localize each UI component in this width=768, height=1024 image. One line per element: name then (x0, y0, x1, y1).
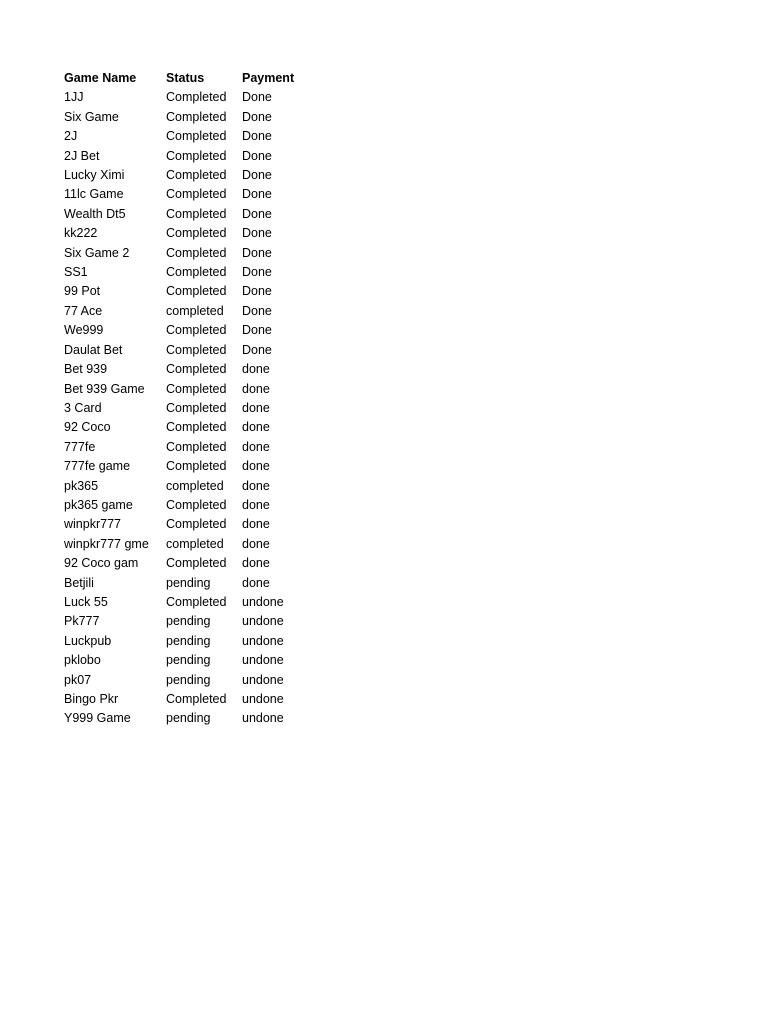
cell-game-name: Bingo Pkr (64, 692, 119, 706)
cell-game-name: Six Game 2 (64, 245, 130, 260)
cell-game-name: 92 Coco (64, 420, 111, 435)
table-row (64, 477, 322, 496)
cell-payment: Done (242, 226, 272, 241)
cell-game-name: Luck 55 (64, 594, 108, 609)
table-row (64, 185, 322, 204)
cell-status: Completed (166, 284, 227, 299)
cell-status: Completed (166, 439, 227, 454)
cell-payment: done (242, 556, 270, 571)
cell-status: pending (166, 633, 211, 648)
cell-payment: Done (242, 206, 272, 221)
table-row (64, 380, 322, 399)
cell-game-name: 3 Card (64, 400, 102, 415)
cell-game-name: pk365 (64, 478, 99, 493)
cell-game-name: 2J (64, 129, 78, 144)
table-row (64, 535, 322, 554)
cell-status: Completed (166, 497, 227, 512)
table-row (64, 341, 322, 360)
cell-payment: Done (242, 245, 272, 260)
table-row (64, 360, 322, 379)
cell-game-name: 11lc Game (64, 187, 124, 202)
cell-payment: Done (242, 187, 272, 202)
table-row (64, 302, 322, 321)
cell-game-name: Betjili (64, 575, 94, 590)
cell-status: Completed (166, 362, 227, 377)
table-row (64, 709, 322, 728)
cell-status: Completed (166, 226, 227, 241)
cell-payment: done (242, 497, 270, 512)
cell-status: Completed (166, 381, 227, 396)
table-row (64, 399, 322, 418)
cell-status: Completed (166, 517, 227, 532)
cell-status: Completed (166, 206, 227, 221)
cell-game-name: Bet 939 (64, 362, 108, 377)
cell-payment: done (242, 381, 270, 396)
cell-status: Completed (166, 245, 227, 260)
table-row (64, 671, 322, 690)
cell-payment: done (242, 362, 270, 377)
cell-payment: Done (242, 109, 272, 124)
cell-game-name: Bet 939 Game (64, 381, 145, 396)
cell-payment: undone (242, 653, 284, 668)
table-row (64, 593, 322, 612)
cell-payment: done (242, 400, 270, 415)
cell-game-name: 77 Ace (64, 303, 103, 318)
table-row (64, 88, 322, 107)
cell-payment: Done (242, 323, 272, 338)
cell-game-name: Six Game (64, 109, 119, 124)
game-status-table (64, 69, 322, 729)
cell-game-name: winpkr777 (64, 517, 121, 532)
cell-game-name: We999 (64, 323, 104, 338)
cell-game-name: 99 Pot (64, 284, 101, 299)
cell-payment: Done (242, 129, 272, 144)
table-row (64, 554, 322, 573)
cell-payment: Done (242, 168, 272, 183)
table-row (64, 147, 322, 166)
table-row (64, 418, 322, 437)
cell-status: pending (166, 711, 211, 726)
cell-game-name: SS1 (64, 265, 88, 280)
cell-game-name: pklobo (64, 653, 101, 668)
table-row (64, 108, 322, 127)
table-row (64, 496, 322, 515)
table-row (64, 612, 322, 631)
cell-payment: undone (242, 594, 284, 609)
cell-status: Completed (166, 168, 227, 183)
header-payment: Payment (242, 71, 295, 85)
cell-payment: done (242, 536, 270, 551)
cell-payment: Done (242, 303, 272, 318)
cell-payment: undone (242, 633, 284, 648)
cell-status: completed (166, 478, 224, 493)
table-row (64, 263, 322, 282)
cell-game-name: kk222 (64, 226, 98, 241)
cell-status: pending (166, 653, 211, 668)
table-row (64, 321, 322, 340)
cell-game-name: 1JJ (64, 90, 84, 105)
table-row (64, 438, 322, 457)
cell-payment: done (242, 478, 270, 493)
cell-status: Completed (166, 148, 227, 163)
cell-status: pending (166, 575, 211, 590)
cell-game-name: Pk777 (64, 614, 100, 629)
header-status: Status (166, 71, 205, 85)
cell-status: completed (166, 303, 224, 318)
cell-payment: undone (242, 692, 284, 706)
cell-game-name: Wealth Dt5 (64, 206, 126, 221)
cell-status: pending (166, 672, 211, 687)
cell-game-name: 92 Coco gam (64, 556, 139, 571)
cell-status: Completed (166, 556, 227, 571)
cell-status: pending (166, 614, 211, 629)
cell-payment: Done (242, 265, 272, 280)
table-row (64, 244, 322, 263)
cell-payment: Done (242, 284, 272, 299)
cell-status: completed (166, 536, 224, 551)
header-row (64, 69, 322, 88)
cell-payment: done (242, 459, 270, 474)
cell-payment: Done (242, 90, 272, 105)
table-row (64, 127, 322, 146)
table-row (64, 632, 322, 651)
cell-game-name: winpkr777 gme (64, 536, 149, 551)
cell-status: Completed (166, 420, 227, 435)
cell-payment: undone (242, 711, 284, 726)
cell-payment: done (242, 420, 270, 435)
table-body (64, 88, 322, 728)
table-row (64, 457, 322, 476)
cell-status: Completed (166, 187, 227, 202)
cell-game-name: Lucky Ximi (64, 168, 125, 183)
cell-status: Completed (166, 459, 227, 474)
cell-payment: undone (242, 614, 284, 629)
table-row (64, 515, 322, 534)
table-row (64, 651, 322, 670)
cell-status: Completed (166, 692, 227, 706)
cell-status: Completed (166, 400, 227, 415)
cell-game-name: 777fe (64, 439, 96, 454)
cell-status: Completed (166, 265, 227, 280)
cell-status: Completed (166, 90, 227, 105)
cell-game-name: Luckpub (64, 633, 112, 648)
table-row (64, 282, 322, 301)
cell-game-name: Y999 Game (64, 711, 131, 726)
table-row (64, 166, 322, 185)
header-game-name: Game Name (64, 71, 137, 85)
table-row (64, 205, 322, 224)
cell-status: Completed (166, 109, 227, 124)
cell-payment: Done (242, 148, 272, 163)
cell-payment: undone (242, 672, 284, 687)
cell-payment: done (242, 575, 270, 590)
table-row (64, 690, 322, 709)
cell-status: Completed (166, 323, 227, 338)
table-row (64, 224, 322, 243)
cell-payment: Done (242, 342, 272, 357)
cell-status: Completed (166, 342, 227, 357)
cell-game-name: 777fe game (64, 459, 131, 474)
cell-status: Completed (166, 129, 227, 144)
cell-payment: done (242, 517, 270, 532)
cell-game-name: pk365 game (64, 497, 133, 512)
cell-game-name: 2J Bet (64, 148, 100, 163)
cell-game-name: Daulat Bet (64, 342, 123, 357)
table-row (64, 574, 322, 593)
cell-status: Completed (166, 594, 227, 609)
cell-game-name: pk07 (64, 672, 92, 687)
cell-payment: done (242, 439, 270, 454)
